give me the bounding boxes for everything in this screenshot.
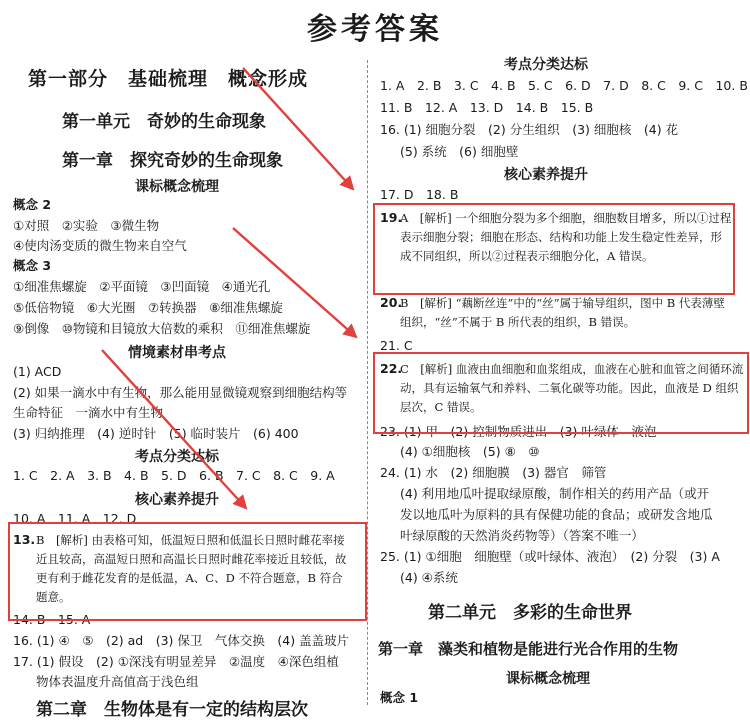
- section-concept-review: 课标概念梳理: [135, 179, 219, 195]
- question-13-explanation: B [解析] 由表格可知，低温短日照和低温长日照时雌花率接近且较高，高温短日照和高温长日照时雌花率接近且较低，故更有利于雌花发育的是低温，A、C、D 不符合题意，B 符合题意。: [36, 533, 347, 604]
- unit2-title: 第二单元 多彩的生命世界: [428, 603, 632, 623]
- question-22-explanation: C [解析] 血液由血细胞和血浆组成，血液在心脏和血管之间循环流动，具有运输氧气和养料、二氧化碳等功能。因此，血液是 D 组织层次，C 错误。: [400, 362, 744, 414]
- answer-line: (4) ④系统: [400, 570, 458, 585]
- next-chapter-title: 第二章 生物体是有一定的结构层次: [36, 700, 308, 720]
- answer-line: 物体表温度升高值高于浅色组: [36, 674, 199, 689]
- answer-line: 24. (1) 水 (2) 细胞膜 (3) 器官 筛管: [380, 465, 607, 480]
- answer-line: 1. A 2. B 3. C 4. B 5. C 6. D 7. D 8. C 9. C 10. B: [380, 78, 748, 93]
- section-situation: 情境素材串考点: [128, 345, 226, 361]
- answer-line: (4) ①细胞核 (5) ⑧ ⑩: [400, 444, 540, 459]
- question-19-explanation: A [解析] 一个细胞分裂为多个细胞，细胞数目增多，所以①过程表示细胞分裂；细胞在形态、结构和功能上发生稳定性差异，形成不同组织，所以②过程表示细胞分化，A 错误。: [400, 211, 732, 263]
- answer-line: 16. (1) ④ ⑤ (2) ad (3) 保卫 气体交换 (4) 盖盖玻片: [13, 633, 350, 648]
- section-core-literacy: 核心素养提升: [504, 167, 588, 183]
- concept2-line: ④使肉汤变质的微生物来自空气: [13, 238, 187, 253]
- question-13-number: 13.: [13, 532, 36, 547]
- question-20-number: 20.: [380, 295, 403, 310]
- answer-line: 14. B 15. A: [13, 612, 91, 627]
- question-22-number: 22.: [380, 361, 403, 376]
- concept3-label: 概念 3: [13, 258, 52, 273]
- chapter2-title: 第一章 藻类和植物是能进行光合作用的生物: [378, 640, 679, 658]
- situation-line: (2) 如果一滴水中有生物，那么能用显微镜观察到细胞结构等: [13, 385, 348, 400]
- answer-line: (5) 系统 (6) 细胞壁: [400, 144, 519, 159]
- answer-line: 21. C: [380, 338, 413, 353]
- question-20-explanation: B [解析] “藕断丝连”中的“丝”属于输导组织，图中 B 代表薄壁组织，“丝”不属于 B 所代表的组织，B 错误。: [400, 296, 725, 329]
- concept1-label: 概念 1: [380, 690, 419, 705]
- answer-line: 11. B 12. A 13. D 14. B 15. B: [380, 100, 594, 115]
- answer-line: 16. (1) 细胞分裂 (2) 分生组织 (3) 细胞核 (4) 花: [380, 122, 679, 137]
- section-exam-points: 考点分类达标: [135, 449, 219, 465]
- situation-line: (1) ACD: [13, 364, 62, 379]
- answer-line: 叶绿原酸的天然消炎药物等）（答案不唯一）: [400, 528, 644, 543]
- section-core-literacy: 核心素养提升: [135, 492, 219, 508]
- unit-title: 第一单元 奇妙的生命现象: [62, 112, 266, 132]
- answer-line: 25. (1) ①细胞 细胞壁（或叶绿体、液泡） (2) 分裂 (3) A: [380, 549, 720, 564]
- part-title: 第一部分 基础梳理 概念形成: [28, 68, 309, 90]
- section-concept-review: 课标概念梳理: [506, 671, 590, 687]
- section-exam-points: 考点分类达标: [504, 57, 588, 73]
- page-title: 参考答案: [307, 12, 443, 47]
- answer-line: 17. (1) 假设 (2) ①深浅有明显差异 ②温度 ④深色组植: [13, 654, 339, 669]
- concept3-line: ⑤低倍物镜 ⑥大光圈 ⑦转换器 ⑧细准焦螺旋: [13, 300, 283, 315]
- answer-line: 23. (1) 甲 (2) 控制物质进出 (3) 叶绿体 液泡: [380, 424, 657, 439]
- situation-line: 生命特征 一滴水中有生物: [13, 405, 164, 420]
- answer-line: 发以地瓜叶为原料的具有保健功能的食品；或研发含地瓜: [400, 507, 713, 522]
- arrow-to-q22: [233, 228, 355, 336]
- answer-line: (4) 利用地瓜叶提取绿原酸，制作相关的药用产品（或开: [400, 486, 710, 501]
- situation-line: (3) 归纳推理 (4) 逆时针 (5) 临时装片 (6) 400: [13, 426, 299, 441]
- arrow-to-q19: [243, 68, 352, 188]
- concept3-line: ⑨倒像 ⑩物镜和目镜放大倍数的乘积 ⑪细准焦螺旋: [13, 321, 311, 336]
- answer-line: 1. C 2. A 3. B 4. B 5. D 6. B 7. C 8. C 9. A: [13, 468, 335, 483]
- answer-line: 17. D 18. B: [380, 187, 459, 202]
- concept2-line: ①对照 ②实验 ③微生物: [13, 218, 160, 233]
- question-19-number: 19.: [380, 210, 403, 225]
- answer-line: 10. A 11. A 12. D: [13, 511, 137, 526]
- concept2-label: 概念 2: [13, 197, 52, 212]
- arrow-to-q13: [102, 350, 245, 507]
- chapter-title: 第一章 探究奇妙的生命现象: [62, 151, 283, 171]
- concept3-line: ①细准焦螺旋 ②平面镜 ③凹面镜 ④通光孔: [13, 279, 271, 294]
